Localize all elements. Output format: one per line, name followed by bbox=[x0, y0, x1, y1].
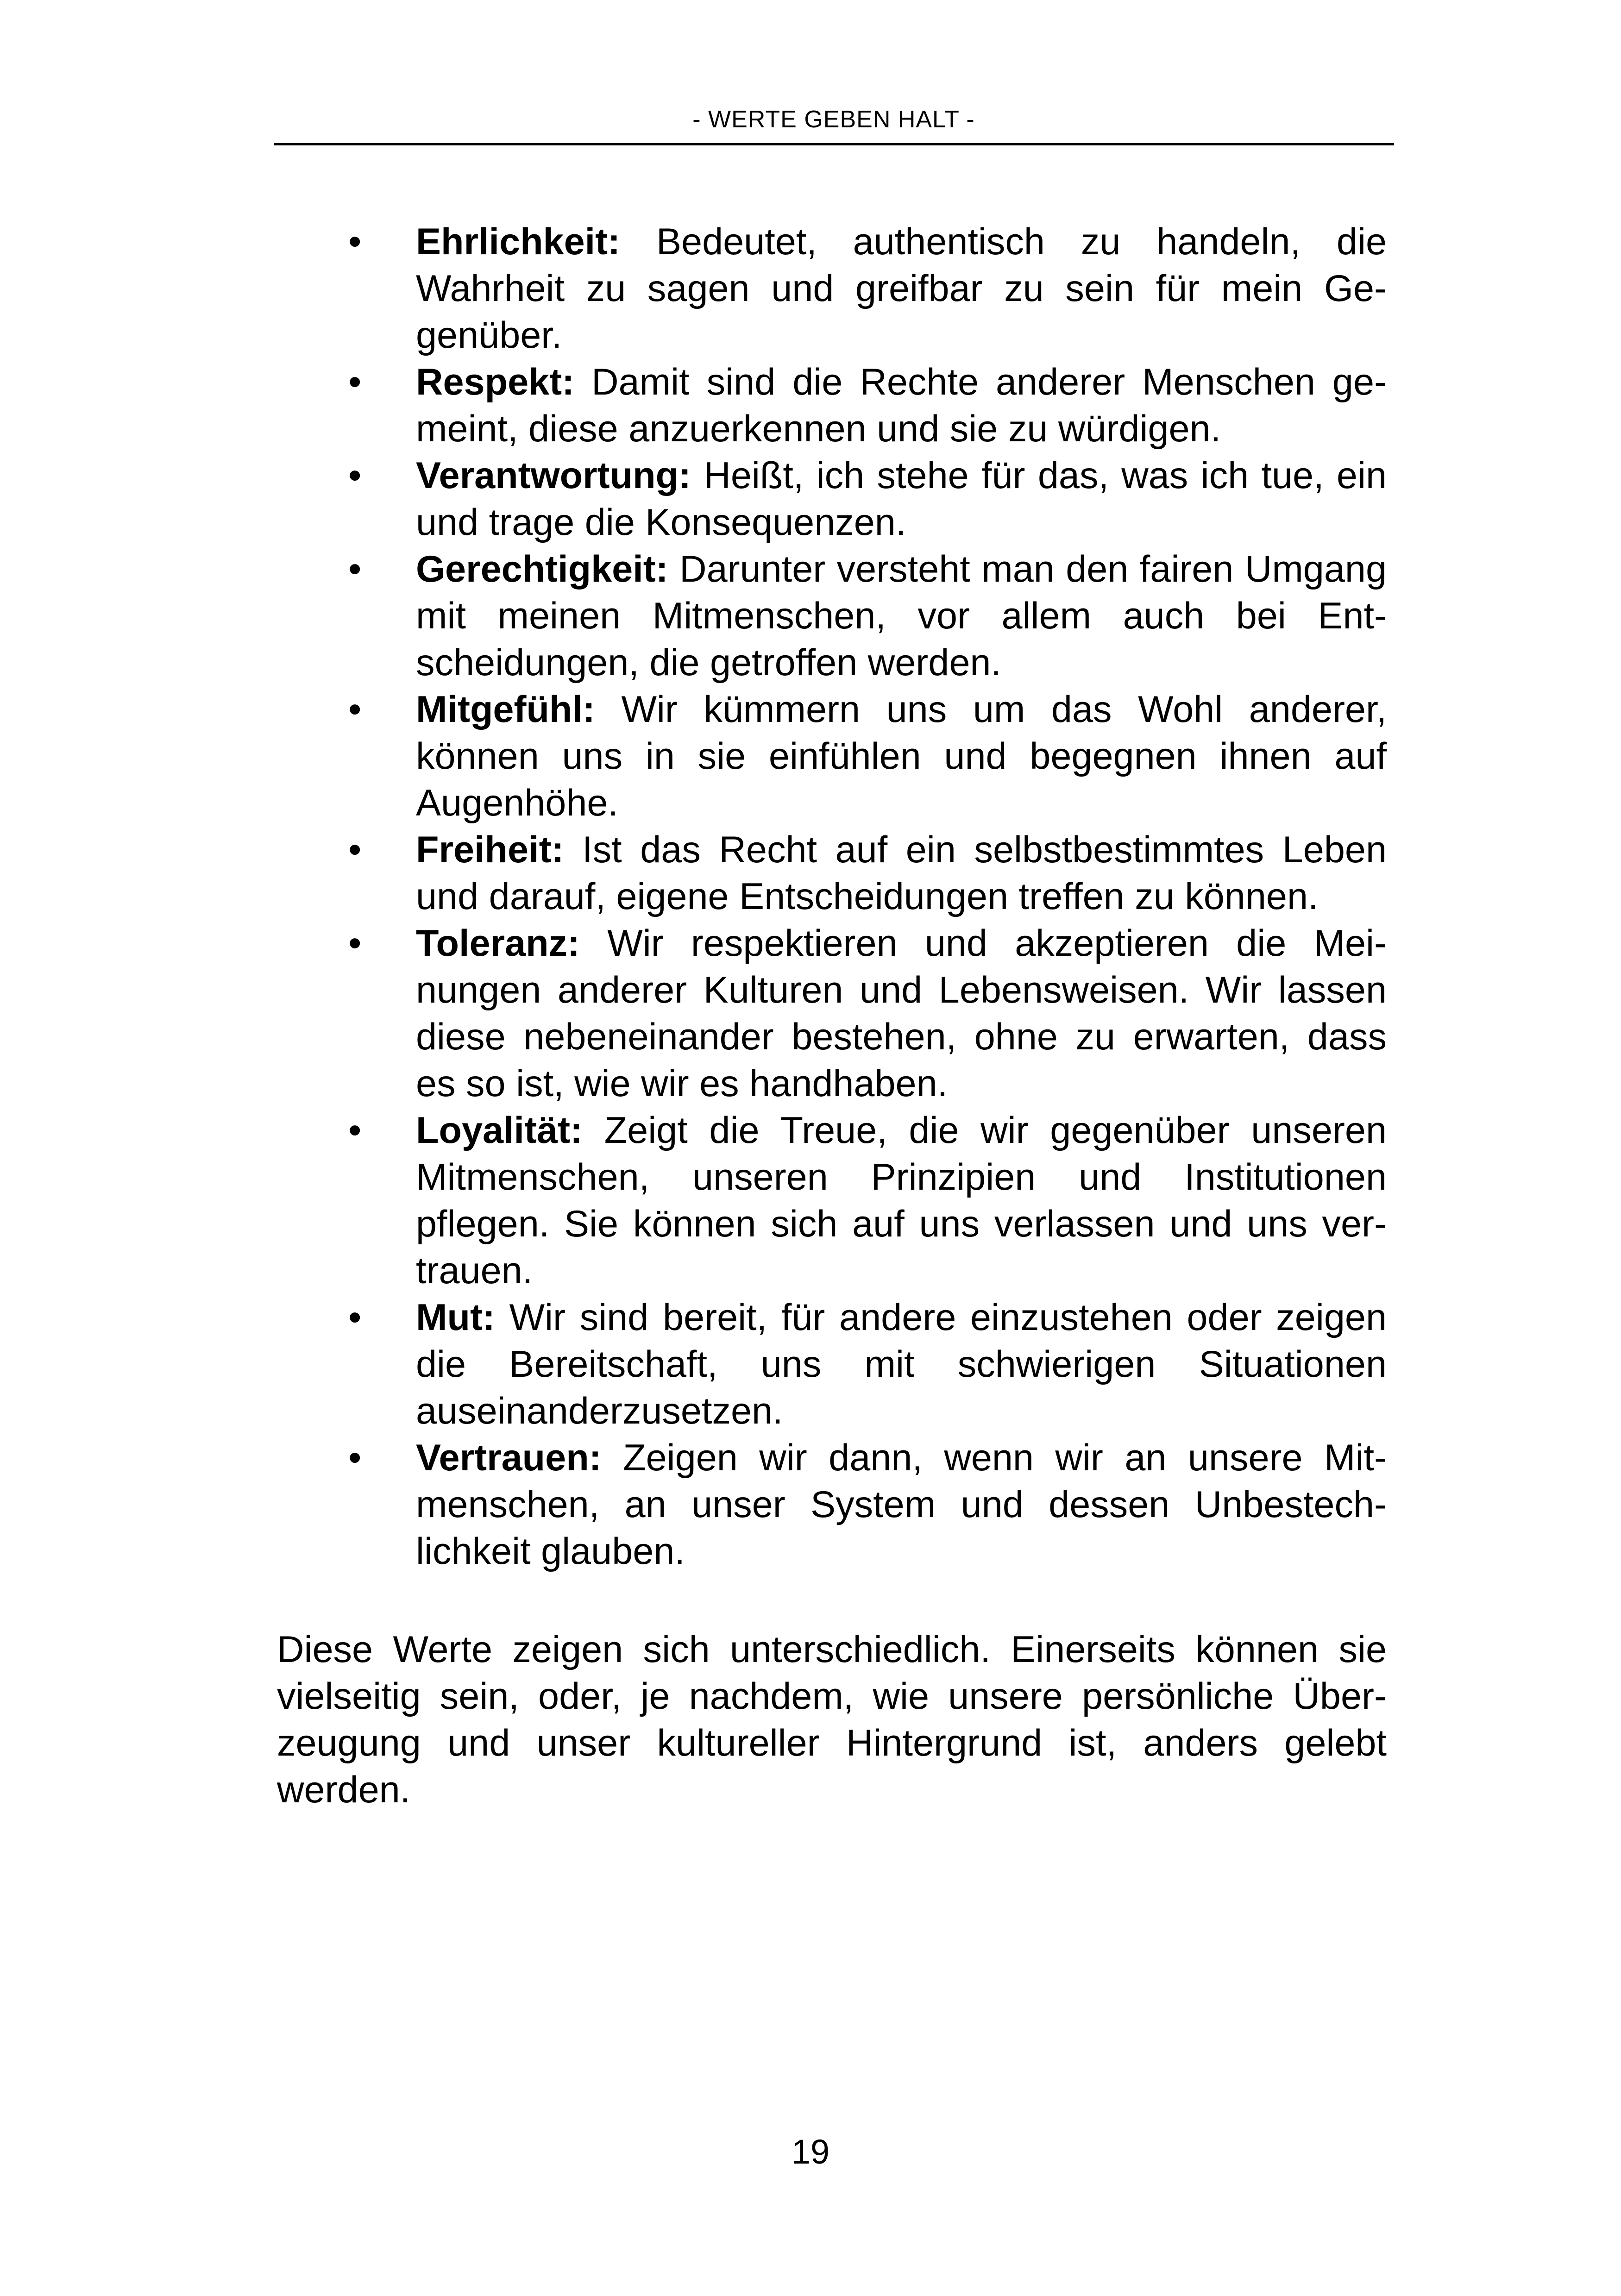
value-term: Toleranz: bbox=[416, 922, 580, 964]
value-description: Wir kümmern uns um das Wohl anderer, können uns in sie einfühlen und begegnen ihnen auf Augenhöhe. bbox=[416, 689, 1387, 824]
list-item bbox=[348, 827, 1387, 920]
list-item bbox=[348, 359, 1387, 452]
value-term: Ehrlichkeit: bbox=[416, 221, 621, 263]
bullet-icon: • bbox=[348, 1297, 362, 1338]
closing-paragraph: Diese Werte zeigen sich unterschiedlich. Einerseits können sie vielseitig sein, oder, je nachdem, wie unsere persönliche Überzeugung und unser kultureller Hintergrund ist, anders gelebt werden. bbox=[277, 1629, 1387, 1811]
value-term: Mitgefühl: bbox=[416, 689, 595, 730]
value-term: Freiheit: bbox=[416, 829, 564, 871]
bullet-icon: • bbox=[348, 548, 362, 590]
value-term: Verantwortung: bbox=[416, 455, 691, 496]
list-item bbox=[348, 1435, 1387, 1575]
value-description: Damit sind die Rechte anderer Menschen gemeint, diese anzuerkennen und sie zu würdigen. bbox=[416, 361, 1387, 450]
bullet-icon: • bbox=[348, 689, 362, 730]
header-rule bbox=[274, 143, 1394, 145]
value-term: Gerechtigkeit: bbox=[416, 548, 668, 590]
value-description: Bedeutet, authentisch zu handeln, die Wahrheit zu sagen und greifbar zu sein für mein Gegenüber. bbox=[416, 221, 1387, 356]
value-description: Wir respektieren und akzeptieren die Meinungen anderer Kulturen und Lebensweisen. Wir lassen diese nebeneinander bestehen, ohne zu erwarten, dass es so ist, wie wir es handhaben. bbox=[416, 922, 1387, 1104]
value-term: Mut: bbox=[416, 1297, 495, 1338]
value-description: Wir sind bereit, für andere einzustehen oder zeigen die Bereitschaft, uns mit schwierigen Situationen auseinanderzusetzen. bbox=[416, 1297, 1387, 1432]
value-description: Heißt, ich stehe für das, was ich tue, ein und trage die Konsequenzen. bbox=[416, 455, 1387, 543]
value-description: Ist das Recht auf ein selbstbestimmtes Leben und darauf, eigene Entscheidungen treffen zu können. bbox=[416, 829, 1387, 917]
value-term: Respekt: bbox=[416, 361, 575, 403]
value-term: Vertrauen: bbox=[416, 1437, 602, 1479]
list-item bbox=[348, 920, 1387, 1107]
value-description: Zeigen wir dann, wenn wir an unsere Mitmenschen, an unser System und dessen Unbestechlichkeit glauben. bbox=[416, 1437, 1387, 1572]
values-list bbox=[0, 219, 1621, 1575]
bullet-icon: • bbox=[348, 455, 362, 496]
value-description: Darunter versteht man den fairen Umgang mit meinen Mitmenschen, vor allem auch bei Entscheidungen, die getroffen werden. bbox=[416, 548, 1387, 684]
list-item bbox=[348, 1294, 1387, 1435]
running-head: - WERTE GEBEN HALT - bbox=[692, 106, 975, 133]
list-item bbox=[348, 1107, 1387, 1294]
bullet-icon: • bbox=[348, 361, 362, 403]
list-item bbox=[348, 219, 1387, 359]
bullet-icon: • bbox=[348, 829, 362, 871]
bullet-icon: • bbox=[348, 1110, 362, 1151]
bullet-icon: • bbox=[348, 922, 362, 964]
list-item bbox=[348, 452, 1387, 546]
value-term: Loyalität: bbox=[416, 1110, 583, 1151]
list-item bbox=[348, 686, 1387, 827]
list-item bbox=[348, 546, 1387, 686]
value-description: Zeigt die Treue, die wir gegenüber unseren Mitmenschen, unseren Prinzipien und Institutionen pflegen. Sie können sich auf uns verlassen und uns vertrauen. bbox=[416, 1110, 1387, 1292]
bullet-icon: • bbox=[348, 221, 362, 263]
bullet-icon: • bbox=[348, 1437, 362, 1479]
page-number: 19 bbox=[791, 2133, 830, 2171]
